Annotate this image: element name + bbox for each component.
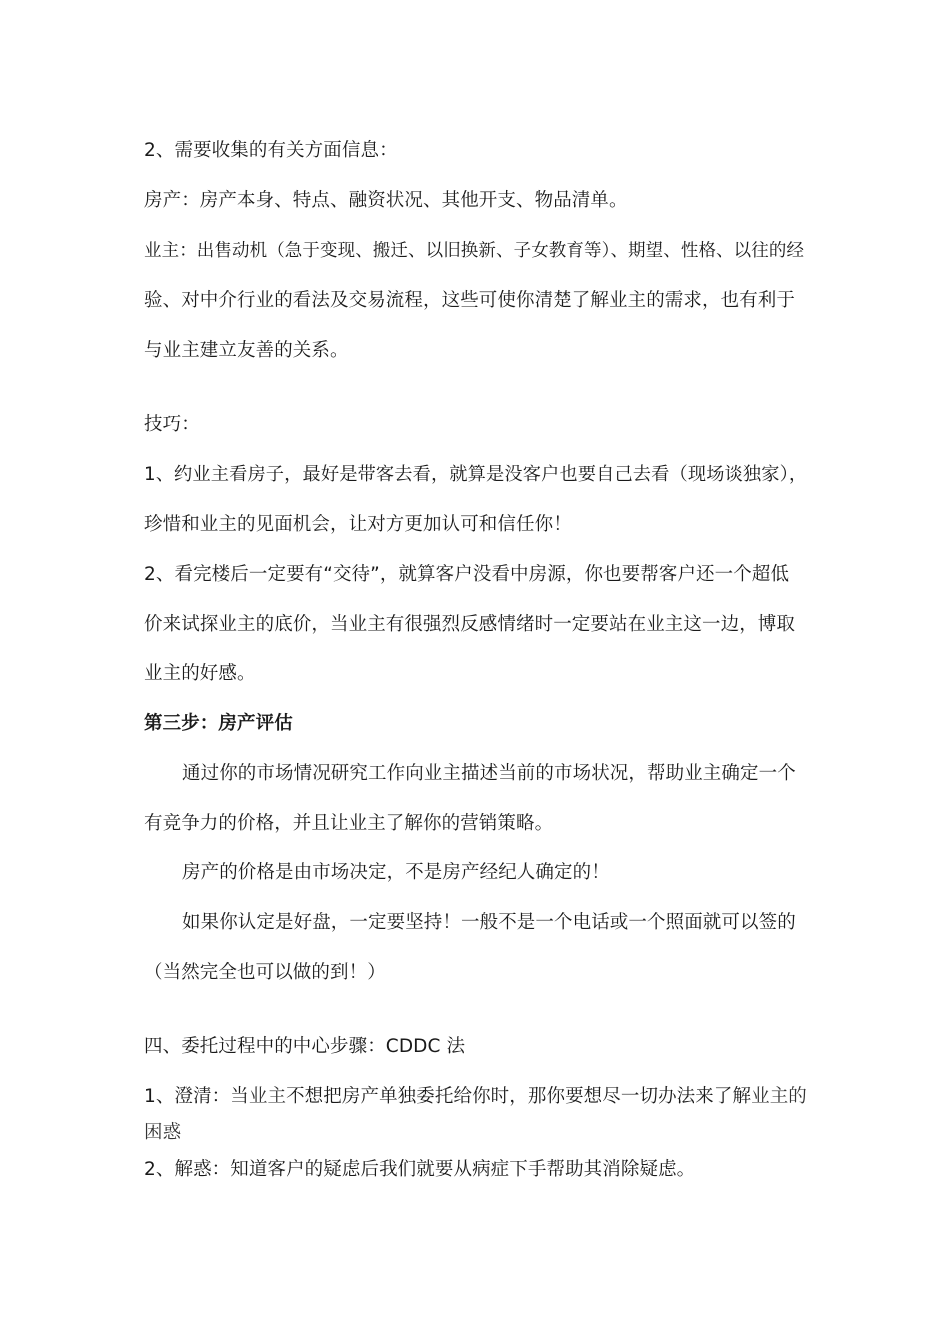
step3-heading: 第三步：房产评估 [144,713,293,734]
tips-heading: 技巧： [144,414,200,435]
resolve-line: 2、解惑：知道客户的疑虑后我们就要从病症下手帮助其消除疑虑。 [144,1159,696,1180]
tip1-line-2: 珍惜和业主的见面机会，让对方更加认可和信任你！ [144,514,572,535]
owner-line-3: 与业主建立友善的关系。 [144,340,349,361]
owner-line-2: 验、对中介行业的看法及交易流程，这些可使你清楚了解业主的需求，也有利于 [144,290,796,311]
owner-line-1: 业主：出售动机（急于变现、搬迁、以旧换新、子女教育等）、期望、性格、以往的经 [144,241,805,261]
step3-para1-line-1: 通过你的市场情况研究工作向业主描述当前的市场状况，帮助业主确定一个 [182,763,796,784]
clarify-owner-word: 业主 [248,1086,287,1107]
section4-heading: 四、委托过程中的中心步骤：CDDC 法 [144,1036,466,1057]
tip1-line-1: 1、约业主看房子，最好是带客去看，就算是没客户也要自己去看（现场谈独家）， [144,464,808,485]
step3-para3-line-2: （当然完全也可以做的到！） [144,962,386,983]
clarify-middle: 不想把房产单独委托给你时，那你要想尽一切办法来了解 [286,1086,752,1107]
clarify-owner-of: 业主的 [751,1086,807,1107]
step3-para1-line-2: 有竞争力的价格，并且让业主了解你的营销策略。 [144,813,554,834]
step3-para3-line-1: 如果你认定是好盘，一定要坚持！一般不是一个电话或一个照面就可以签的 [182,912,796,933]
tip2-line-3: 业主的好感。 [144,663,256,684]
clarify-continuation: 困惑 [144,1122,182,1143]
clarify-line [144,1084,808,1110]
property-line: 房产：房产本身、特点、融资状况、其他开支、物品清单。 [144,190,628,211]
tip2-line-2: 价来试探业主的底价，当业主有很强烈反感情绪时一定要站在业主这一边，博取 [144,614,796,635]
clarify-prefix: 1、澄清：当 [144,1086,249,1107]
info-heading: 2、需要收集的有关方面信息： [144,140,398,161]
tip2-line-1: 2、看完楼后一定要有“交待”，就算客户没看中房源，你也要帮客户还一个超低 [144,564,790,585]
step3-para2: 房产的价格是由市场决定，不是房产经纪人确定的！ [182,862,610,883]
